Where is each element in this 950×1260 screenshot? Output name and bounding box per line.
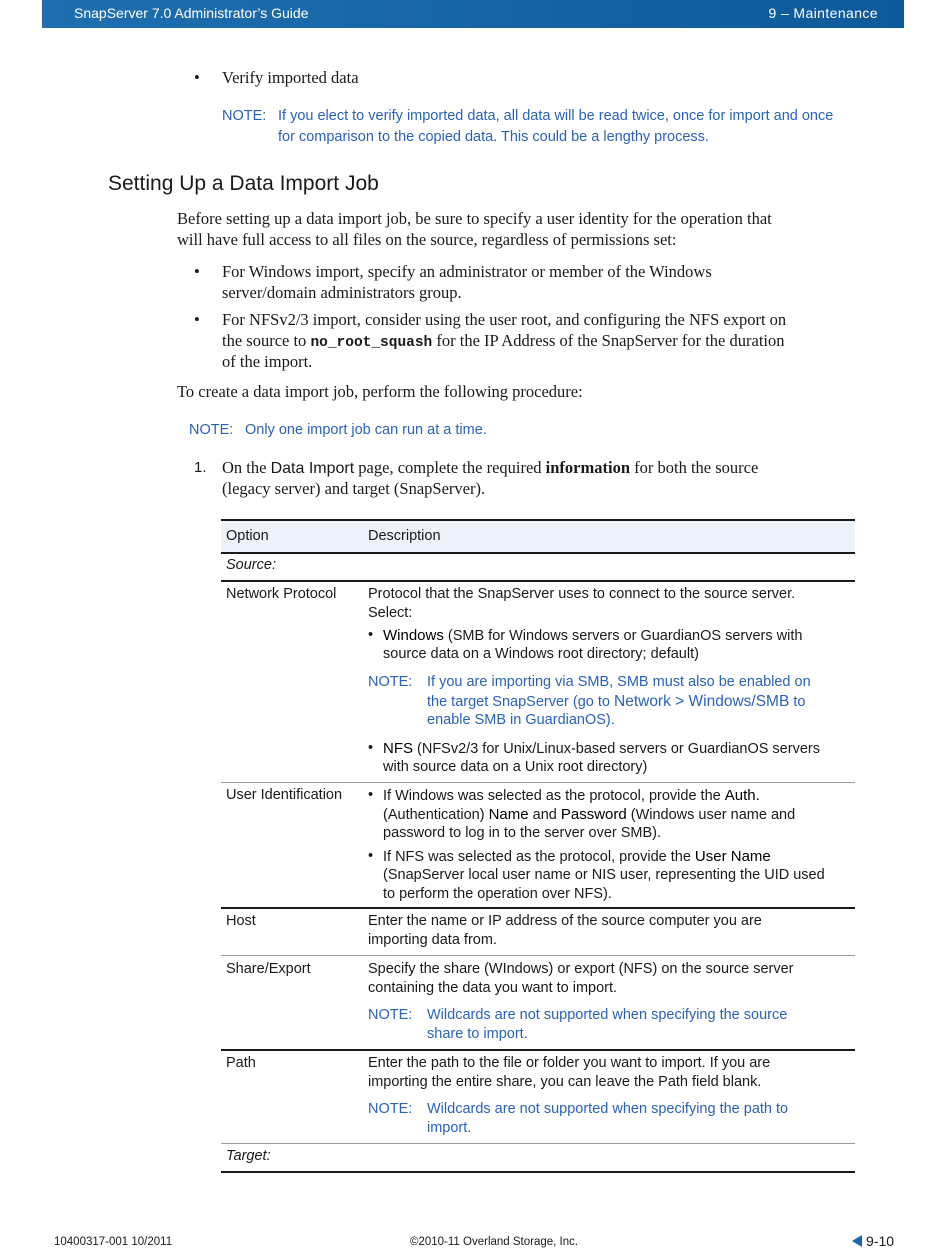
footer-page-number: 9-10 <box>866 1233 895 1249</box>
one-job-note <box>189 420 689 442</box>
header-chapter-title: 9 – Maintenance <box>768 5 878 21</box>
path-wildcard-note: NOTE: Wildcards are not supported when specifying the path to import. <box>368 1101 789 1136</box>
user-name-field-ref: User Name <box>694 848 771 865</box>
share-export-description: Specify the share (WIndows) or export (NFS) on the source server containing the data you want to import. NOTE: Wildcards are not supported when specifying the source share to import. <box>368 960 850 1046</box>
data-import-page-ref: Data Import <box>270 460 355 477</box>
procedure-intro: To create a data import job, perform the following procedure: <box>177 382 583 401</box>
verify-bullet-text: Verify imported data <box>222 68 359 87</box>
column-header-description: Description <box>368 528 441 544</box>
intro-note-line1: If you elect to verify imported data, all data will be read twice, once for import and once <box>278 108 834 124</box>
verify-bullet: • Verify imported data <box>194 68 359 87</box>
header-guide-title: SnapServer 7.0 Administrator’s Guide <box>74 5 309 21</box>
footer-page-nav[interactable] <box>852 1233 894 1249</box>
footer-doc-number: 10400317-001 10/2011 <box>54 1236 173 1248</box>
name-field-ref: Name <box>488 806 529 823</box>
note-label: NOTE: <box>368 674 413 690</box>
note-label: NOTE: <box>368 1007 413 1023</box>
left-triangle-icon[interactable] <box>852 1235 862 1247</box>
note-label: NOTE: <box>222 108 267 124</box>
windows-import-line1: For Windows import, specify an administrator or member of the Windows <box>222 262 712 281</box>
intro-paragraph-line1: Before setting up a data import job, be sure to specify a user identity for the operation that <box>177 209 772 228</box>
step-1-line1: On the Data Import page, complete the required information for both the source <box>222 458 759 477</box>
share-wildcard-note: NOTE: Wildcards are not supported when specifying the source share to import. <box>368 1007 788 1042</box>
option-user-identification: User Identification <box>226 787 343 803</box>
footer-copyright: ©2010-11 Overland Storage, Inc. <box>410 1236 579 1248</box>
auth-field-ref: Auth. <box>724 787 760 804</box>
network-protocol-description: Protocol that the SnapServer uses to connect to the source server. Select: • Windows (SMB for Windows servers or GuardianOS servers with source data on a Windows root directory; default) NOTE: If you are importing via SMB, SMB must also be enabled on the target SnapServer (go to Network > Windows/SMB to enable SMB in GuardianOS). • NFS (NFSv2/3 for Unix/Linux-based servers or GuardianOS servers with source data on a Unix root directory) <box>368 585 850 781</box>
nfs-import-line3: of the import. <box>222 352 313 371</box>
nfs-option-name: NFS <box>383 740 413 757</box>
table-divider <box>221 1049 855 1051</box>
nfs-import-line1: For NFSv2/3 import, consider using the user root, and configuring the NFS export on <box>222 310 787 329</box>
password-field-ref: Password <box>560 806 627 823</box>
intro-note-line2: for comparison to the copied data. This could be a lengthy process. <box>278 129 709 145</box>
no-root-squash-code: no_root_squash <box>310 335 433 351</box>
host-description: Enter the name or IP address of the source computer you are importing data from. <box>368 913 762 948</box>
note-label: NOTE: <box>368 1101 413 1117</box>
source-section-label: Source: <box>226 557 276 573</box>
nfs-import-bullet: • For NFSv2/3 import, consider using the user root, and configuring the NFS export on the source to no_root_squash for the IP Address of the SnapServer for the duration of the import. <box>194 310 787 371</box>
intro-note <box>222 106 912 148</box>
table-header-row <box>221 519 855 554</box>
note-label: NOTE: <box>189 422 234 438</box>
windows-import-line2: server/domain administrators group. <box>222 283 462 302</box>
step-1 <box>194 457 904 501</box>
table-divider <box>221 580 855 582</box>
user-identification-description: • If Windows was selected as the protocol, provide the Auth. (Authentication) Name and Password (Windows user name and password to log in to the server over SMB). • If NFS was selected as the protocol, provide the User Name (SnapServer local user name or NIS user, representing the UID used to perform the operation over NFS). <box>368 787 825 902</box>
windows-option-name: Windows <box>383 627 444 644</box>
one-job-note-text: Only one import job can run at a time. <box>245 422 487 438</box>
section-heading: Setting Up a Data Import Job <box>108 172 379 195</box>
smb-note: NOTE: If you are importing via SMB, SMB must also be enabled on the target SnapServer (go to Network > Windows/SMB to enable SMB in GuardianOS). <box>368 674 811 728</box>
table-divider <box>221 955 855 956</box>
table-divider <box>221 907 855 909</box>
option-network-protocol: Network Protocol <box>226 586 337 602</box>
page-header-bar <box>42 0 904 28</box>
table-divider <box>221 782 855 783</box>
intro-paragraph <box>177 208 907 250</box>
intro-paragraph-line2: will have full access to all files on the source, regardless of permissions set: <box>177 230 677 249</box>
table-divider <box>221 1143 855 1144</box>
nfs-import-line2: the source to no_root_squash for the IP Address of the SnapServer for the duration <box>222 331 785 351</box>
column-header-option: Option <box>226 528 269 544</box>
target-section-label: Target: <box>226 1148 271 1164</box>
table-bottom-rule <box>221 1171 855 1173</box>
option-path: Path <box>226 1055 256 1071</box>
windows-import-bullet: • For Windows import, specify an administrator or member of the Windows server/domain administrators group. <box>194 262 712 302</box>
option-share-export: Share/Export <box>226 961 311 977</box>
option-host: Host <box>226 913 256 929</box>
step-number: 1. <box>194 459 207 476</box>
step-1-line2: (legacy server) and target (SnapServer). <box>222 479 486 498</box>
network-windows-smb-path: Network > Windows/SMB <box>614 693 790 710</box>
path-description: Enter the path to the file or folder you want to import. If you are importing the entire share, you can leave the Path field blank. NOTE: Wildcards are not supported when specifying the path to import. <box>368 1054 850 1140</box>
